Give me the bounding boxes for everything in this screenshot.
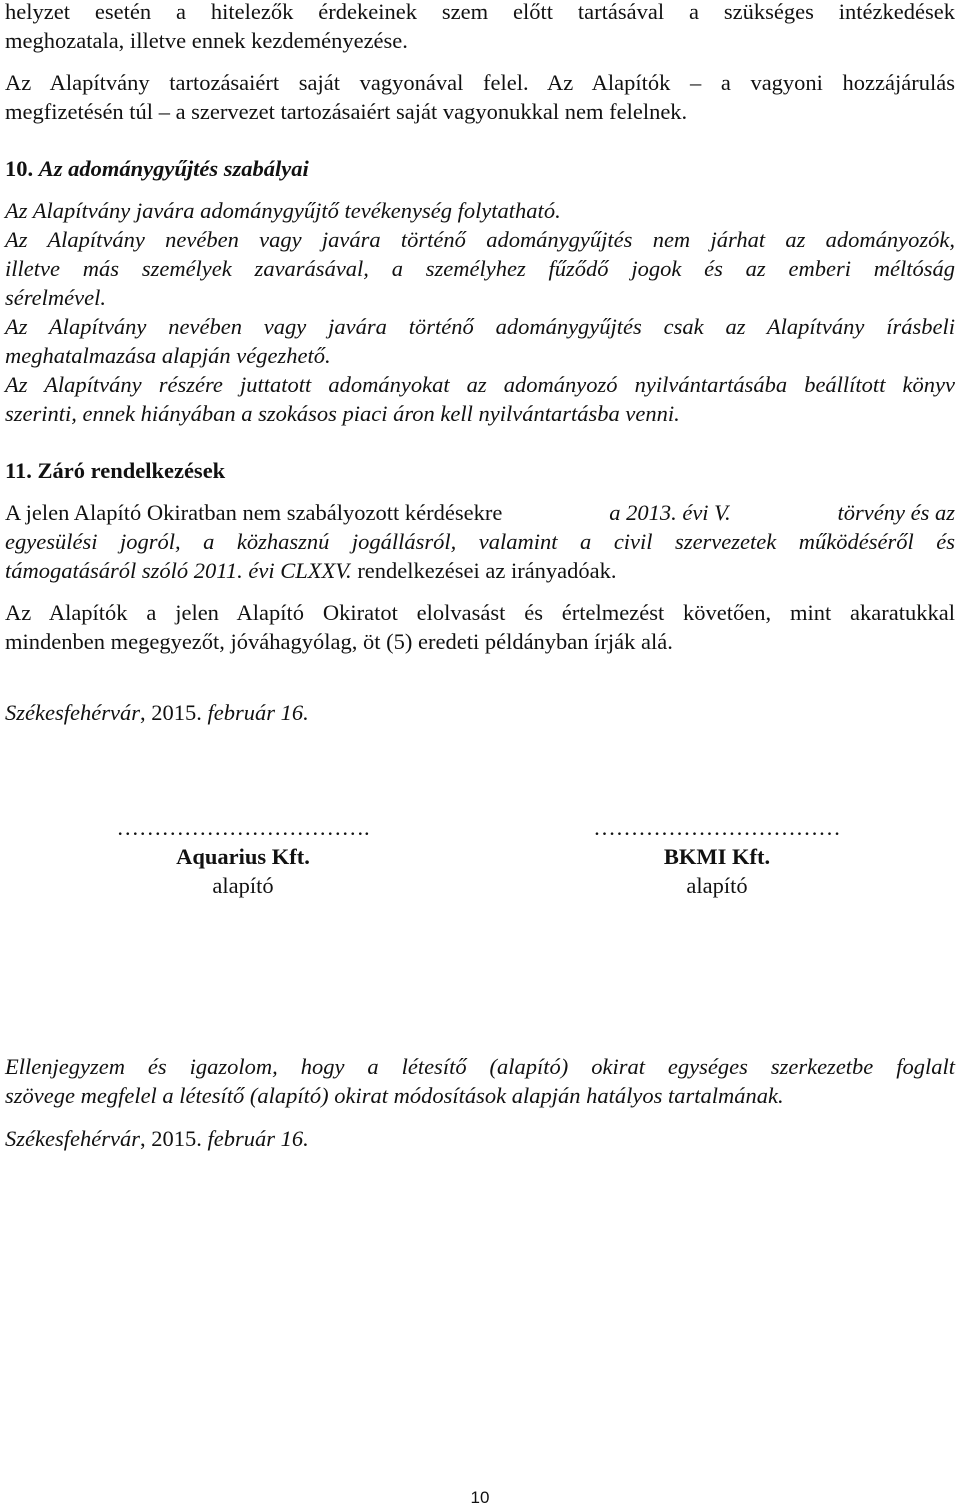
signature-block-aquarius — [83, 813, 403, 900]
body-text-line: meghatalmazása alapján végezhető. — [5, 343, 331, 368]
body-text-line: megfizetésén túl – a szervezet tartozásaiért saját vagyonukkal nem felelnek. — [5, 99, 688, 124]
body-text-line: Az Alapítvány részére juttatott adományokat az adományozó nyilvántartásába beállított könyv — [5, 372, 955, 397]
body-text-line: meghozatala, illetve ennek kezdeményezése. — [5, 28, 408, 53]
section-title: Az adománygyűjtés szabályai — [38, 156, 309, 181]
body-text-line: egyesülési jogról, a közhasznú jogállásról, valamint a civil szervezetek működéséről és — [5, 529, 955, 554]
section-number: 10. — [5, 156, 34, 181]
body-text-line — [5, 498, 955, 527]
body-text-line: szerinti, ennek hiányában a szokásos piaci áron kell nyilvántartásba venni. — [5, 401, 680, 426]
body-text-line: sérelmével. — [5, 285, 106, 310]
day: február 16. — [207, 700, 309, 725]
text-run: támogatásáról szóló 2011. évi CLXXV. — [5, 558, 352, 583]
day: február 16. — [207, 1126, 309, 1151]
section-11-heading: 11. Záró rendelkezések — [5, 458, 226, 483]
text-run: a 2013. évi V. — [609, 500, 731, 525]
year: , 2015. — [139, 700, 208, 725]
body-text-line — [5, 556, 955, 585]
body-text-line: Az Alapítók a jelen Alapító Okiratot elolvasást és értelmezést követően, mint akaratukkal — [5, 600, 955, 625]
page-number: 10 — [470, 1488, 490, 1507]
body-text-line: Az Alapítvány tartozásaiért saját vagyonával felel. Az Alapítók – a vagyoni hozzájárulás — [5, 70, 955, 95]
city: Székesfehérvár — [5, 700, 140, 725]
body-text-line: helyzet esetén a hitelezők érdekeinek szem előtt tartásával a szükséges intézkedések — [5, 0, 955, 24]
signatory-role: alapító — [686, 873, 748, 898]
signatory-role: alapító — [212, 873, 274, 898]
signature-line: ……………………………. — [116, 815, 370, 840]
section-10-heading — [5, 154, 955, 183]
place-date — [5, 1124, 955, 1153]
body-text-line: illetve más személyek zavarásával, a személyhez fűződő jogok és az emberi méltóság — [5, 256, 955, 281]
text-run: A jelen Alapító Okiratban nem szabályozott kérdésekre — [5, 500, 508, 525]
place-date — [5, 698, 955, 727]
attestation-line: szövege megfelel a létesítő (alapító) okirat módosítások alapján hatályos tartalmának. — [5, 1083, 784, 1108]
body-text-line: Az Alapítvány nevében vagy javára történő adománygyűjtés nem járhat az adományozók, — [5, 227, 955, 252]
body-text-line: Az Alapítvány javára adománygyűjtő tevékenység folytatható. — [5, 198, 561, 223]
text-run: törvény és az — [831, 500, 955, 525]
signatory-name: BKMI Kft. — [663, 844, 771, 869]
body-text-line: Az Alapítvány nevében vagy javára történő adománygyűjtés csak az Alapítvány írásbeli — [5, 314, 955, 339]
year: , 2015. — [139, 1126, 208, 1151]
signature-line: …………………………… — [593, 815, 841, 840]
body-text-line: mindenben megegyezőt, jóváhagyólag, öt (5) eredeti példányban írják alá. — [5, 629, 673, 654]
signature-block-bkmi — [557, 813, 877, 900]
attestation-line: Ellenjegyzem és igazolom, hogy a létesítő (alapító) okirat egységes szerkezetbe foglalt — [5, 1054, 955, 1079]
city: Székesfehérvár — [5, 1126, 140, 1151]
text-run: rendelkezései az irányadóak. — [351, 558, 617, 583]
signatory-name: Aquarius Kft. — [176, 844, 310, 869]
